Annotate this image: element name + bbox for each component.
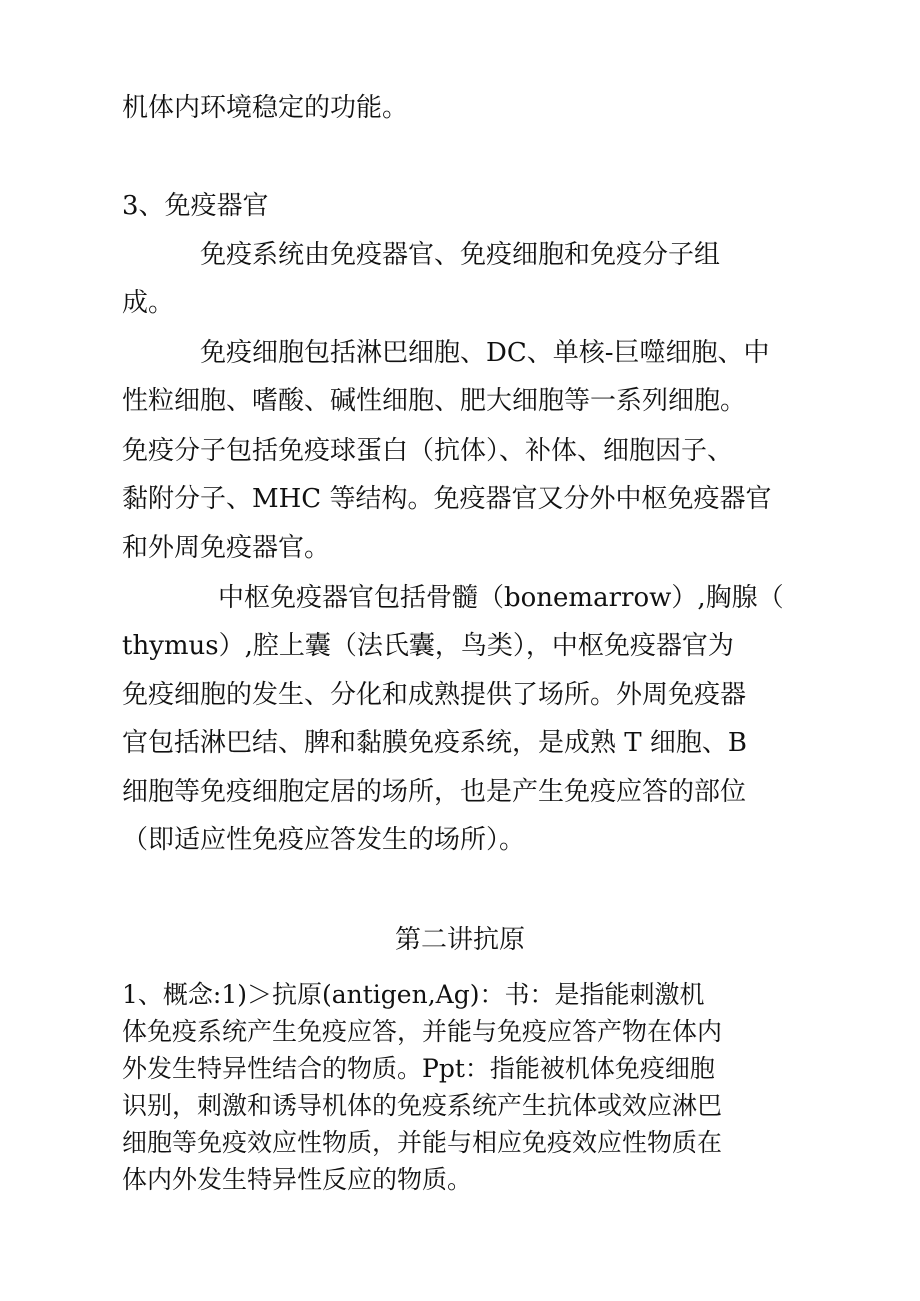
paragraph-line: 细胞等免疫细胞定居的场所，也是产生免疫应答的部位	[122, 777, 747, 807]
paragraph-line: 体免疫系统产生免疫应答，并能与免疫应答产物在体内	[122, 1017, 723, 1046]
paragraph-line: 和外周免疫器官。	[122, 533, 331, 563]
paragraph-line: 机体内环境稳定的功能。	[122, 93, 409, 123]
lecture-title: 第二讲抗原	[394, 925, 525, 955]
paragraph-line: 成。	[122, 288, 175, 318]
paragraph-line: 中枢免疫器官包括骨髓（bonemarrow）,胸腺（	[218, 583, 784, 613]
paragraph-line: 外发生特异性结合的物质。Ppt：指能被机体免疫细胞	[122, 1054, 715, 1083]
paragraph-line: 免疫分子包括免疫球蛋白（抗体）、补体、细胞因子、	[122, 436, 734, 466]
paragraph-line: 体内外发生特异性反应的物质。	[122, 1165, 473, 1194]
paragraph-line: 细胞等免疫效应性物质，并能与相应免疫效应性物质在	[122, 1128, 723, 1157]
paragraph-line: thymus）,腔上囊（法氏囊，鸟类），中枢免疫器官为	[122, 631, 734, 661]
paragraph-line: 免疫系统由免疫器官、免疫细胞和免疫分子组	[200, 240, 721, 270]
paragraph-line: 免疫细胞包括淋巴细胞、DC、单核-巨噬细胞、中	[200, 338, 770, 368]
paragraph-line: 1、概念:1)＞抗原(antigen,Ag)：书：是指能刺激机	[122, 980, 705, 1009]
paragraph-line: 性粒细胞、嗜酸、碱性细胞、肥大细胞等一系列细胞。	[122, 386, 747, 416]
paragraph-line: 识别，刺激和诱导机体的免疫系统产生抗体或效应淋巴	[122, 1091, 723, 1120]
section-heading: 3、免疫器官	[122, 191, 269, 221]
paragraph-line: 黏附分子、MHC 等结构。免疫器官又分外中枢免疫器官	[122, 484, 772, 514]
paragraph-line: 免疫细胞的发生、分化和成熟提供了场所。外周免疫器	[122, 680, 747, 710]
paragraph-line: （即适应性免疫应答发生的场所）。	[122, 825, 526, 855]
paragraph-line: 官包括淋巴结、脾和黏膜免疫系统，是成熟 T 细胞、B	[122, 728, 747, 758]
